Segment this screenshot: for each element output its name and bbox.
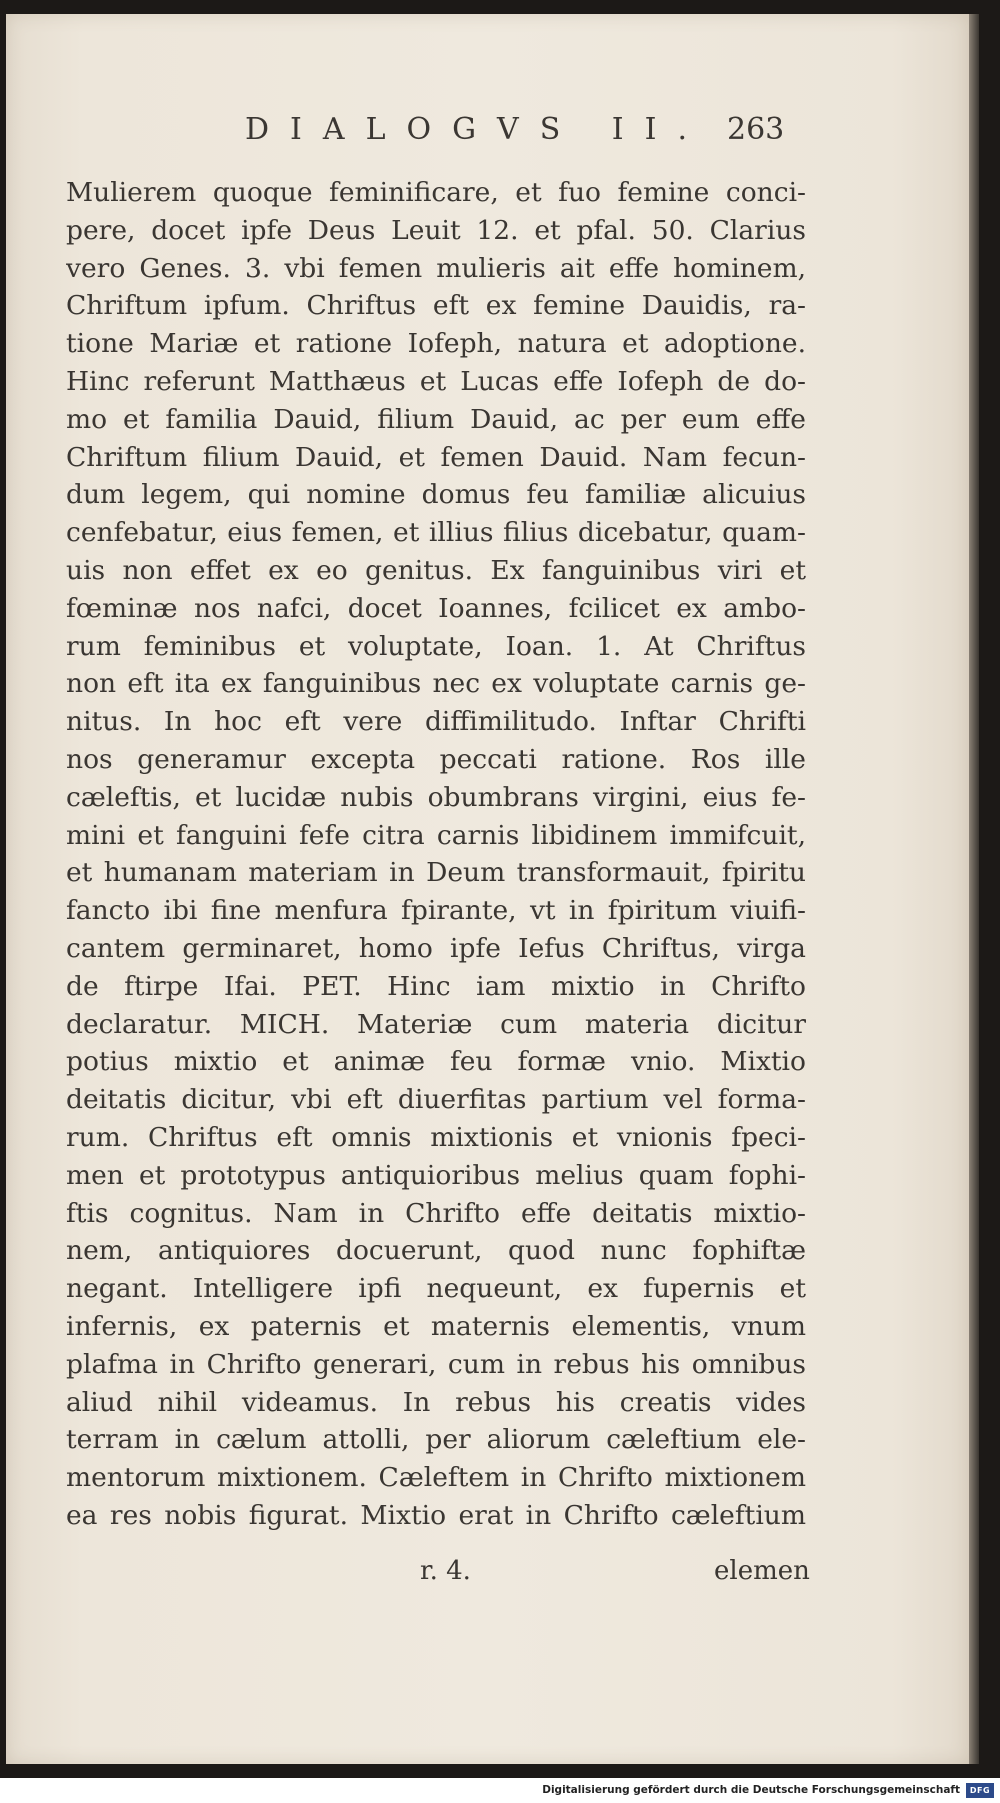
- text-line: de ftirpe Ifai. PET. Hinc iam mixtio in Chrifto: [66, 970, 806, 1002]
- running-head: DIALOGVS II.: [245, 112, 709, 147]
- text-line: mentorum mixtionem. Cæleftem in Chrifto mixtionem: [66, 1462, 806, 1494]
- text-line: Hinc referunt Matthæus et Lucas effe Iofeph de do-: [66, 365, 806, 397]
- text-line: vero Genes. 3. vbi femen mulieris ait effe hominem,: [66, 252, 806, 284]
- text-line: pere, docet ipfe Deus Leuit 12. et pfal. 50. Clarius: [66, 214, 806, 246]
- text-line: non eft ita ex fanguinibus nec ex voluptate carnis ge-: [66, 668, 806, 700]
- text-line: cæleftis, et lucidæ nubis obumbrans virgini, eius fe-: [66, 781, 806, 813]
- text-line: rum feminibus et voluptate, Ioan. 1. At Chriftus: [66, 630, 806, 662]
- text-line: cenfebatur, eius femen, et illius filius dicebatur, quam-: [66, 517, 806, 549]
- text-line: infernis, ex paternis et maternis elementis, vnum: [66, 1310, 806, 1342]
- text-line: ea res nobis figurat. Mixtio erat in Chrifto cæleftium: [66, 1499, 806, 1531]
- text-line: fœminæ nos nafci, docet Ioannes, fcilicet ex ambo-: [66, 592, 806, 624]
- text-line: declaratur. MICH. Materiæ cum materia dicitur: [66, 1008, 806, 1040]
- text-line: mini et fanguini fefe citra carnis libidinem immifcuit,: [66, 819, 806, 851]
- text-line: nos generamur excepta peccati ratione. Ros ille: [66, 743, 806, 775]
- text-line: nem, antiquiores docuerunt, quod nunc fophiftæ: [66, 1235, 806, 1267]
- text-line: ftis cognitus. Nam in Chrifto effe deitatis mixtio-: [66, 1197, 806, 1229]
- catchword: elemen: [714, 1556, 810, 1586]
- text-line: deitatis dicitur, vbi eft diuerfitas partium vel forma-: [66, 1084, 806, 1116]
- text-line: potius mixtio et animæ feu formæ vnio. Mixtio: [66, 1046, 806, 1078]
- text-line: fancto ibi fine menfura fpirante, vt in fpiritum viuifi-: [66, 895, 806, 927]
- text-line: aliud nihil videamus. In rebus his creatis vides: [66, 1386, 806, 1418]
- text-line: et humanam materiam in Deum transformauit, fpiritu: [66, 857, 806, 889]
- text-line: uis non effet ex eo genitus. Ex fanguinibus viri et: [66, 554, 806, 586]
- page-edge: [969, 14, 979, 1764]
- text-line: Chriftum ipfum. Chriftus eft ex femine Dauidis, ra-: [66, 290, 806, 322]
- text-line: cantem germinaret, homo ipfe Iefus Chriftus, virga: [66, 932, 806, 964]
- funding-credit: Digitalisierung gefördert durch die Deutsche Forschungsgemeinschaft: [542, 1784, 960, 1796]
- text-line: negant. Intelligere ipfi nequeunt, ex fupernis et: [66, 1273, 806, 1305]
- text-line: plafma in Chrifto generari, cum in rebus his omnibus: [66, 1348, 806, 1380]
- text-line: Mulierem quoque feminificare, et fuo femine conci-: [66, 177, 806, 208]
- text-line: mo et familia Dauid, filium Dauid, ac per eum effe: [66, 403, 806, 435]
- body-text: [66, 174, 806, 1535]
- text-line: terram in cælum attolli, per aliorum cæleftium ele-: [66, 1424, 806, 1456]
- text-line: nitus. In hoc eft vere diffimilitudo. Inftar Chrifti: [66, 706, 806, 738]
- dfg-logo: DFG: [966, 1783, 994, 1798]
- signature-mark: r. 4.: [420, 1556, 471, 1586]
- text-line: rum. Chriftus eft omnis mixtionis et vnionis fpeci-: [66, 1121, 806, 1153]
- text-line: dum legem, qui nomine domus feu familiæ alicuius: [66, 479, 806, 511]
- page-number: 263: [727, 112, 785, 147]
- text-line: men et prototypus antiquioribus melius quam fophi-: [66, 1159, 806, 1191]
- text-line: Chriftum filium Dauid, et femen Dauid. Nam fecun-: [66, 441, 806, 473]
- text-line: tione Mariæ et ratione Iofeph, natura et adoptione.: [66, 328, 806, 360]
